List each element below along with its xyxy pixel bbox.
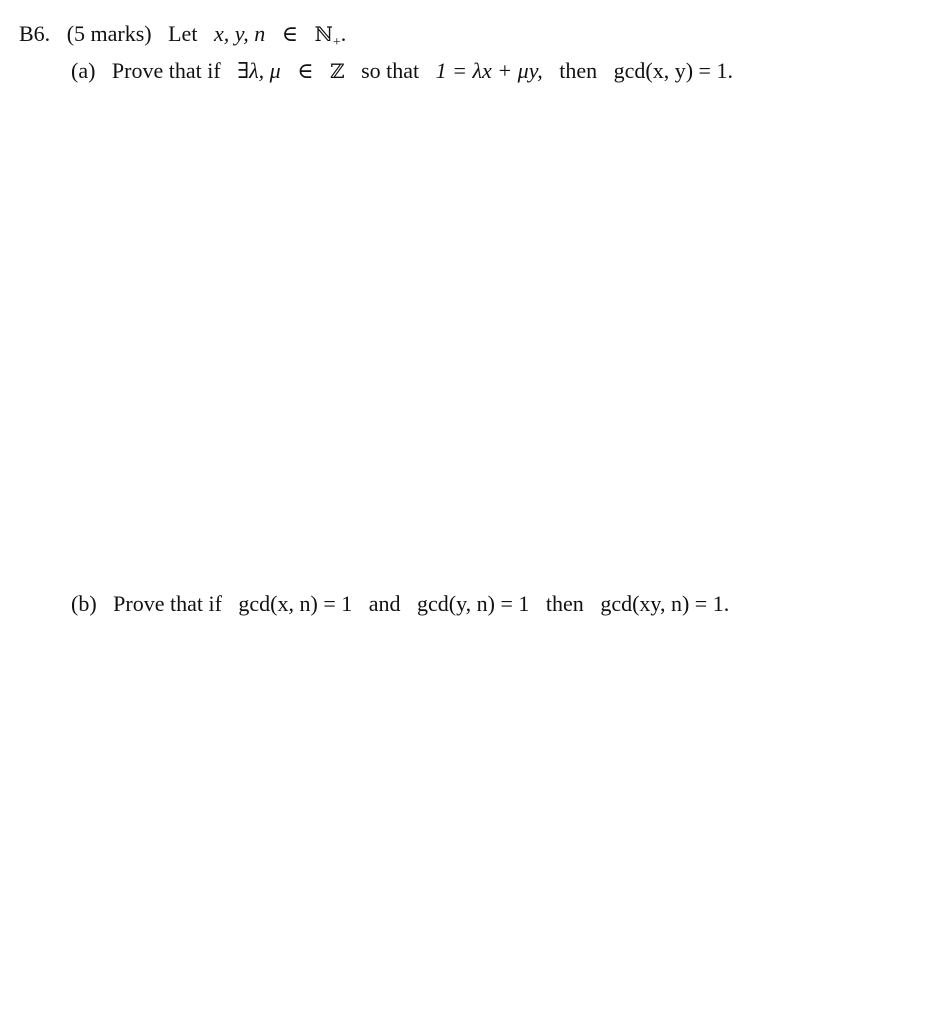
problem-marks: (5 marks) [66,21,152,46]
natural-numbers-symbol: ℕ [314,22,333,46]
part-a [71,58,733,84]
problem-intro-word: Let [168,21,198,46]
part-b-gcd1: gcd(x, n) = 1 [238,591,353,616]
problem-header [19,21,346,51]
integers-symbol: ℤ [330,59,345,83]
problem-variables: x, y, n [213,21,266,46]
part-a-equation: 1 = λx + μy, [435,58,543,83]
part-a-text3: then [559,58,598,83]
part-b-label: (b) [71,591,97,616]
problem-member-symbol: ∈ [281,21,299,46]
part-b [71,591,729,617]
problem-end-punct: . [340,21,347,46]
part-b-text3: then [545,591,584,616]
part-a-text1: Prove that if [111,58,221,83]
part-a-exists-expr: ∃λ, μ [237,58,281,83]
natural-numbers-subscript: + [332,35,341,50]
part-a-text2: so that [361,58,420,83]
part-b-text1: Prove that if [113,591,222,616]
part-b-gcd3: gcd(xy, n) = 1. [600,591,730,616]
part-a-label: (a) [71,58,96,83]
part-a-gcd-expr: gcd(x, y) = 1. [613,58,733,83]
part-b-gcd2: gcd(y, n) = 1 [417,591,530,616]
problem-label: B6. [19,21,51,46]
part-b-text2: and [368,591,401,616]
part-a-member-symbol: ∈ [297,58,314,83]
